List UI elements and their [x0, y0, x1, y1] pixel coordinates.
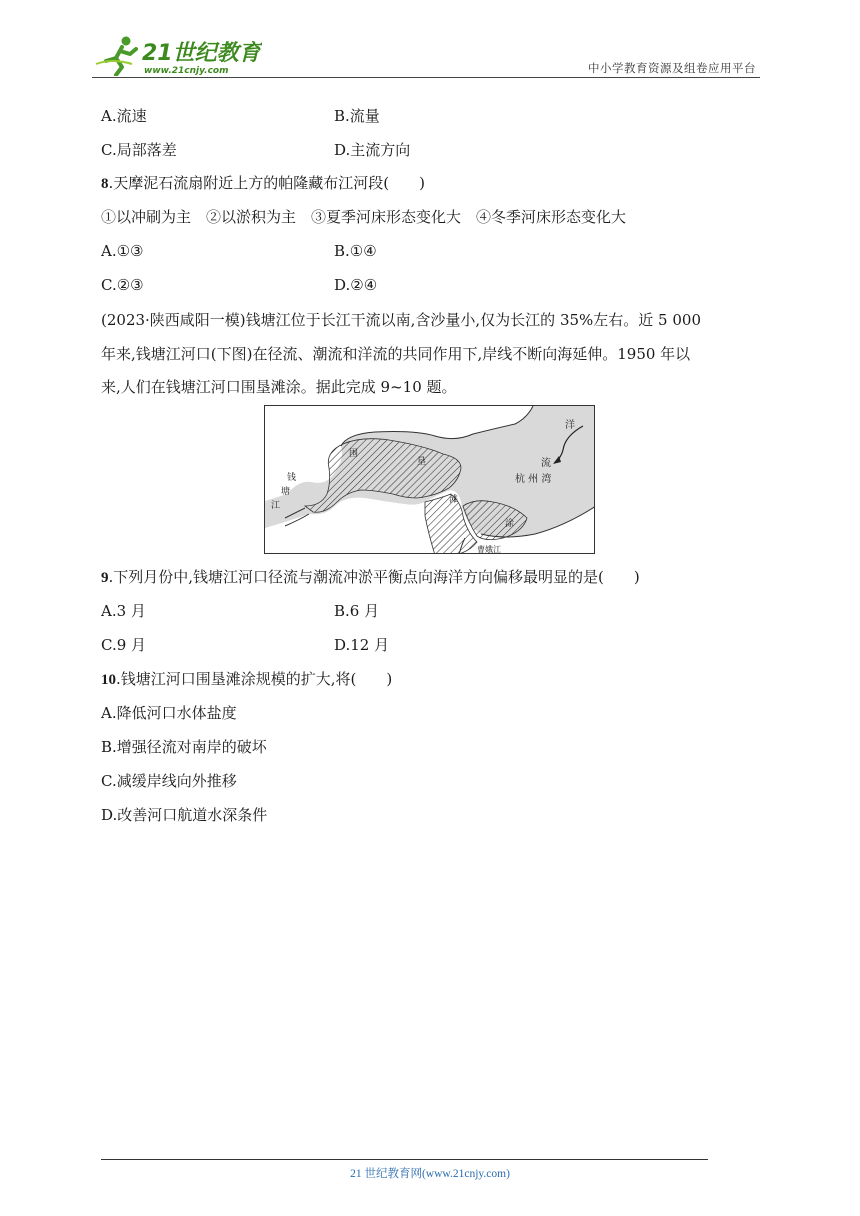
qiantang-estuary-map — [264, 405, 595, 554]
platform-name: 中小学教育资源及组卷应用平台 — [588, 61, 756, 75]
q9-number: 9 — [101, 570, 109, 586]
label-river-1: 钱 — [287, 473, 297, 483]
q8-option-b[interactable]: B.①④ — [334, 242, 377, 260]
q10-option-b[interactable]: B.增强径流对南岸的破坏 — [101, 738, 267, 756]
label-reclaim-1: 围 — [349, 449, 359, 459]
q9-option-a[interactable]: A.3 月 — [101, 602, 146, 620]
label-current: 流 — [541, 458, 551, 469]
passage-line-1: (2023·陕西咸阳一模)钱塘江位于长江干流以南,含沙量小,仅为长江的 35%左右。近 5 000 — [101, 311, 702, 329]
label-reclaim-3: 滩 — [449, 495, 459, 505]
q8-stem-text: .天摩泥石流扇附近上方的帕隆藏布江河段( ) — [108, 174, 425, 192]
label-ocean-1: 洋 — [565, 420, 575, 431]
q8-number: 8 — [101, 176, 109, 192]
q9-stem-text: .下列月份中,钱塘江河口径流与潮流冲淤平衡点向海洋方向偏移最明显的是( ) — [108, 568, 640, 586]
svg-text:21世纪教育: 21世纪教育 — [142, 41, 261, 66]
label-river-2: 塘 — [281, 487, 291, 497]
q9-options-row-2 — [101, 635, 390, 655]
label-caoe-river: 曹娥江 — [477, 545, 501, 554]
passage-line-3: 来,人们在钱塘江河口围垦滩涂。据此完成 9~10 题。 — [101, 378, 457, 396]
q10-option-a[interactable]: A.降低河口水体盐度 — [101, 704, 237, 722]
q8-options-row-1 — [101, 241, 377, 261]
q9-options-row-1 — [101, 601, 380, 621]
q7-option-c[interactable]: C.局部落差 — [101, 141, 177, 159]
header-divider — [92, 77, 760, 78]
q9-option-d[interactable]: D.12 月 — [334, 636, 390, 654]
q10-option-c[interactable]: C.减缓岸线向外推移 — [101, 772, 237, 790]
q7-option-b[interactable]: B.流量 — [334, 107, 380, 125]
q10-number: 10 — [101, 672, 116, 688]
site-logo[interactable] — [92, 34, 262, 76]
q8-options-row-2 — [101, 275, 378, 295]
q8-stem — [101, 173, 425, 194]
q9-option-b[interactable]: B.6 月 — [334, 602, 380, 620]
runner-logo-icon — [92, 34, 262, 76]
q9-option-c[interactable]: C.9 月 — [101, 636, 147, 654]
footer-link[interactable]: 21 世纪教育网(www.21cnjy.com) — [350, 1168, 510, 1180]
label-river-3: 江 — [271, 501, 281, 511]
footer-divider — [101, 1159, 708, 1160]
passage-line-2: 年来,钱塘江河口(下图)在径流、潮流和洋流的共同作用下,岸线不断向海延伸。1950 年以 — [101, 345, 691, 363]
q7-options-row-1 — [101, 106, 380, 126]
q8-option-c[interactable]: C.②③ — [101, 276, 144, 294]
svg-text:www.21cnjy.com: www.21cnjy.com — [144, 66, 229, 76]
q8-option-d[interactable]: D.②④ — [334, 276, 378, 294]
q7-option-d[interactable]: D.主流方向 — [334, 141, 411, 159]
q7-options-row-2 — [101, 140, 411, 160]
label-reclaim-4: 涂 — [505, 519, 515, 529]
q10-stem-text: .钱塘江河口围垦滩涂规模的扩大,将( ) — [116, 670, 393, 688]
q10-option-d[interactable]: D.改善河口航道水深条件 — [101, 806, 268, 824]
q9-stem — [101, 567, 640, 588]
label-reclaim-2: 垦 — [417, 457, 427, 467]
q10-stem — [101, 669, 392, 690]
label-hangzhou-bay: 杭 州 湾 — [515, 474, 552, 485]
q7-option-a[interactable]: A.流速 — [101, 107, 147, 125]
page-header — [92, 30, 760, 78]
q8-option-a[interactable]: A.①③ — [101, 242, 144, 260]
q8-statements: ①以冲刷为主 ②以淤积为主 ③夏季河床形态变化大 ④冬季河床形态变化大 — [101, 208, 627, 226]
